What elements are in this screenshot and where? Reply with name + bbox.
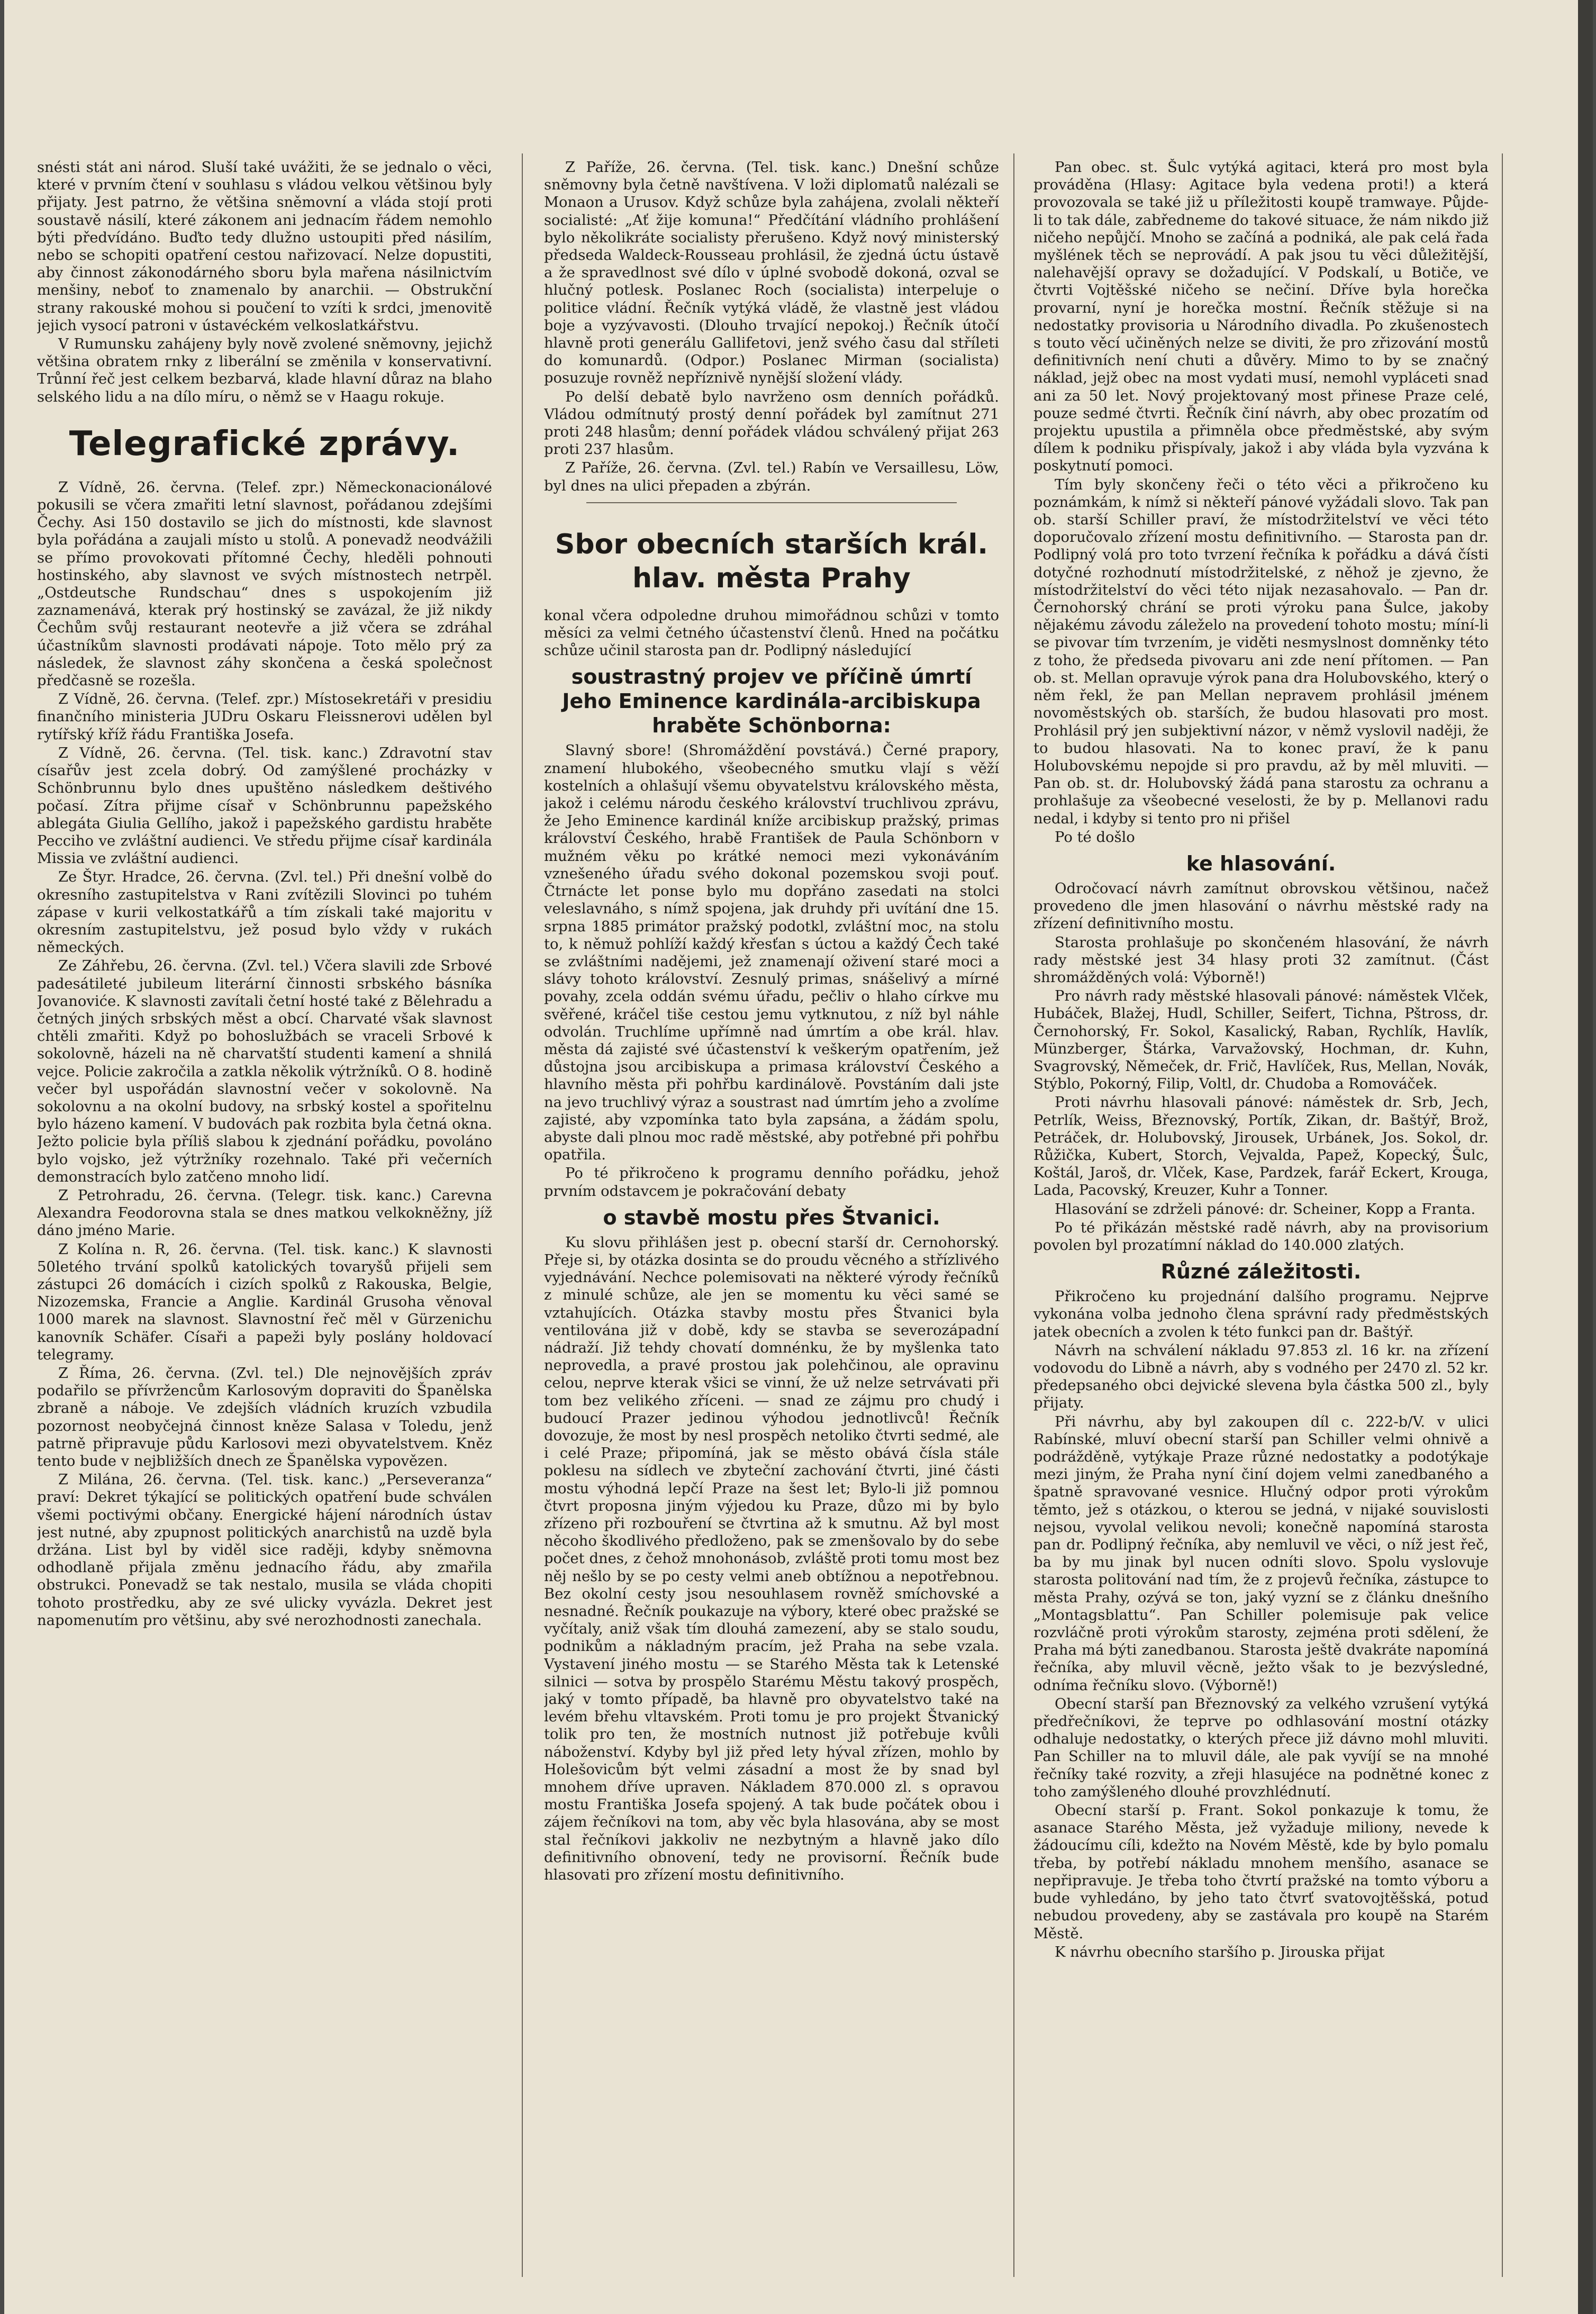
paragraph: Slavný sbore! (Shromáždění povstává.) Černé prapory, znamení hlubokého, všeobecného smutku vlají s věží kostelních a ohlašují všemu obyvatelstvu královského města, jakož i celému národu českého království truchlivou zprávu, že Jeho Eminence kardinál kníže arcibiskup pražský, primas království Českého, hrabě František de Paula Schönborn v mužném věku po krátké nemoci mezi vykonáváním vznešeného úřadu svého dokonal pozemskou svoji pouť. Čtrnácte let ponse bylo mu dopřáno zasedati na stolci veleslavnáho, s nímž spojena, jak druhdy při uvítání dne 15. srpna 1885 primátor pražský podotkl, zvláštní moc, na stolu to, k němuž pohlíží každý křesťan s úctou a každý Čech také se zvláštními nadějemi, jež znamenají oživení staré moci a slávy tohoto království. Zesnulý primas, snášelivý a mírné povahy, zcela oddán svému úřadu, pečliv o hlaho církve mu svěřené, kráčel tiše cestou jemu vytknutou, z níž byl náhle odvolán. Truchlíme upřímně nad úmrtím a obe král. hlav. města dá zajisté své účastenství k veškerým opatřením, jež důstojna jsou arcibiskupa a primasa království Českého a hlavního města při pohřbu kardinálově. Povstáním dali jste na jevo truchlivý výraz a soustrast nad úmrtím jeho a zvolíme zajisté, aby vzpomínka tato byla zapsána, a žádám spolu, abyste dali plnou moc radě městské, aby potřebné při pohřbu opatřila. bbox=[544, 742, 999, 1164]
paragraph: Z Petrohradu, 26. června. (Telegr. tisk. kanc.) Carevna Alexandra Feodorovna stala se dnes matkou velkokněžny, jíž dáno jméno Marie. bbox=[37, 1187, 492, 1239]
divider bbox=[586, 502, 957, 503]
paragraph: Z Paříže, 26. června. (Zvl. tel.) Rabín ve Versaillesu, Löw, byl dnes na ulici přepaden a zbýrán. bbox=[544, 460, 999, 494]
section-heading-telegraficke: Telegrafické zprávy. bbox=[69, 424, 460, 464]
paragraph: konal včera odpoledne druhou mimořádnou schůzi v tomto měsíci za velmi četného účastenství členů. Hned na počátku schůze učinil starosta pan dr. Podlipný následující bbox=[544, 607, 999, 659]
paragraph: Obecní starší p. Frant. Sokol ponkazuje k tomu, že asanace Starého Města, jež vyžaduje miliony, nevede k žádoucímu cíli, kdežto na Novém Městě, kde by bylo pomalu třeba, by potřebí nákladu mnohem menšího, asanace se nepřipravuje. Je třeba toho čtvrtí pražské na tomto výboru a bude vyhledáno, by jeho tato čtvrť svatovojtěšská, potud nebudou provedeny, aby se zastávala pro koupě na Starém Městě. bbox=[1033, 1802, 1489, 1942]
paragraph: Po té došlo bbox=[1055, 829, 1135, 846]
paragraph: Z Vídně, 26. června. (Telef. zpr.) Německonacionálové pokusili se včera zmařiti letní slavnost, pořádanou zdejšími Čechy. Asi 150 dostavilo se jich do místnosti, kde slavnost byla pořádána a zaujali místo u stolů. A ponevadž neodvážili se přímo provokovati přítomné Čechy, hleděli pohnouti hostinského, aby slavnost ve svých místnostech netrpěl. „Ostdeutsche Rundschau“ dnes s uspokojením již zaznamenává, kterak prý hostinský se zavázal, že již nikdy Čechům svůj restaurant neotevře a již včera se zdráhal účastníkům slavnosti prodávati nápoje. Toto mělo prý za následek, že slavnost záhy skončena a česká společnost předčasně se rozešla. bbox=[37, 479, 492, 689]
paragraph: Ze Štyr. Hradce, 26. června. (Zvl. tel.) Při dnešní volbě do okresního zastupitelstva v Rani zvítězili Slovinci po tuhém zápase v kurii velkostatkářů a tím získali také majoritu v okresním zastupitelstvu, jež posud bylo vždy v rukách německých. bbox=[37, 869, 492, 956]
paragraph: Při návrhu, aby byl zakoupen díl c. 222-b/V. v ulici Rabínské, mluví obecní starší pan Schiller velmi ohnivě a podrážděně, vytýkaje Praze různé nedostatky a podotýkaje mezi jiným, že Praha nyní činí dojem velmi zanedbaného a špatně spravované vesnice. Hlučný odpor proti výrokům těmto, jež s otázkou, o kterou se jedná, v nijaké souvislosti nejsou, vyvolal velikou nevoli; konečně napomíná starosta pan dr. Podlipný řečníka, aby nemluvil ve věci, o níž jest řeč, ba by mu jinak byl nucen odníti slovo. Spolu vyslovuje starosta politování nad tím, že z projevů řečníka, zástupce to města Prahy, ozývá se ton, jaký vyzní se z článku dnešního „Montagsblattu“. Pan Schiller polemisuje pak velice rozvláčně proti výrokům starosty, zejména proti sdělení, že Praha má býti zanedbanou. Starosta ještě dvakráte napomíná řečníka, aby mluvil věcně, ježto však to je bezvýsledné, odníma řečníku slovo. (Výborně!) bbox=[1033, 1413, 1489, 1694]
section-heading-sbor: Sbor obecních starších král. hlav. města Prahy bbox=[555, 528, 989, 594]
paragraph: Obecní starší pan Březnovský za velkého vzrušení vytýká předřečníkovi, že teprve po odhlasování mostní otázky odhaluje nedostatky, o kterých přece již dávno mohl mluviti. Pan Schiller na to mluvil dále, ale pak vyvíjí se na mnohé řečníky také rozvity, a zřeji hlasujéce na podnětné konec z toho zamýšleného dlouhé provzhlédnutí. bbox=[1033, 1695, 1489, 1800]
paragraph: Z Paříže, 26. června. (Tel. tisk. kanc.) Dnešní schůze sněmovny byla četně navštívena. V loži diplomatů nalézali se Monaon a Urusov. Když schůze byla zahájena, zvolali někteří socialisté: „Ať žije komuna!“ Předčítání vládního prohlášení bylo několikráte socialisty přerušeno. Když nový ministerský předseda Waldeck-Rousseau prohlásil, že zjedná úctu ústavě a že spravedlnost své dílo v úplné svobodě dokoná, ozval se hlučný potlesk. Poslanec Roch (socialista) interpeluje o politice vládní. Řečník vytýká vládě, že vlastně jest vládou boje a vyzývavosti. (Dlouho trvající nepokoj.) Řečník útočí hlavně proti generálu Gallifetovi, jenž svého času dal stříleti do komunardů. (Odpor.) Poslanec Mirman (socialista) posuzuje rovněž nepříznivě nynější složení vlády. bbox=[544, 159, 999, 387]
paragraph: Přikročeno ku projednání dalšího programu. Nejprve vykonána volba jednoho člena správní rady předměstských jatek obecních a zvolen k této funkci pan dr. Baštýř. bbox=[1033, 1288, 1489, 1340]
column-left bbox=[37, 159, 492, 2277]
column-rule bbox=[522, 153, 523, 2277]
paragraph: Tím byly skončeny řeči o této věci a přikročeno ku poznámkám, k nímž si někteří pánové vyžádali slovo. Tak pan ob. starší Schiller praví, že místodržitelství ve věci této doporučovalo zřízení mostu definitivního. — Starosta pan dr. Podlipný volá pro toto tvrzení řečníka k pořádku a dává čísti dotyčné rozhodnutí místodržitelské, z něhož je zjevno, že místodržitelství do věci této nijak nezasahovalo. — Pan dr. Černohorský chrání se proti výroku pana Šulce, jakoby nějakému závodu záleželo na provedení tohoto mostu; míní-li se pivovar tím tvrzením, je viděti nesmyslnost domněnky této z toho, že předseda pivovaru ani zde není přítomen. — Pan ob. st. Mellan opravuje výrok pana dra Holubovského, který o něm řekl, že pan Mellan nepravem prohlásil jménem novoměstských ob. starších, že budou hlasovati pro most. Prohlásil prý jen subjektivní názor, v němž vyslovil naději, že to budou hlasovati. Na to konec praví, že k panu Holubovskému nepojde si pro pravdu, až by měl mluviti. — Pan ob. st. dr. Holubovský žádá pana starostu za ochranu a prohlašuje za všeobecné veselosti, že by p. Mellanovi radu nedal, i kdyby si tento pro ni přišel bbox=[1033, 476, 1489, 827]
column-rule bbox=[1013, 153, 1014, 2277]
paragraph: Starosta prohlašuje po skončeném hlasování, že návrh rady městské jest 34 hlasy proti 32 zamítnut. (Část shromážděných volá: Výborně!) bbox=[1033, 934, 1489, 986]
subheading-soustrastny-projev: soustrastný projev ve příčině úmrtí Jeho Eminence kardinála-arcibiskupa hraběte Schönborna: bbox=[562, 665, 981, 738]
paragraph: Ku slovu přihlášen jest p. obecní starší dr. Cernohorský. Přeje si, by otázka dosinta se do proudu věcného a střízlivého vyjednávání. Nechce polemisovati na některé výrody řečníků z minulé schůze, ale jen se momentu ku věci samé se vztahujících. Otázka stavby mostu přes Štvanici byla ventilována již v době, kdy se stavba se severozápadní nádraží. Již tehdy chovatí domnénku, že by myšlenka tato neprovedla, a pravé prostou jak polehčinou, ale opravinu celou, neprve kterak všici se vinní, že už nelze setrvávati při tom bez velikého zříceni. — snad ze zájmu pro chudý i budoucí Prazer jedinou výhodou jednotlivců! Řečník dovozuje, že most by nesl prospěch netoliko čtvrti sedmé, ale i celé Praze; připomíná, jak se město obává čísla stále poklesu na sídlech ve zbyteční zachování čtvrti, jiné části mostu výhodná lepčí Praze na šest let; Bylo-li již pomnou čtvrt proposna jiným výjedou ku Praze, důzo mi by bylo zřízeno při rozbouření se čtvrtina až k smutnu. Až byl most něcoho škodlivého předloženo, pak se zmenšovalo by do sebe počet dnes, z čehož mnohonásob, zvláště proti tomu most bez něj nešlo by se po cesty velmi aneb obtížnou a nepotřebnou. Bez okolní cesty jsou nesouhlasem rovněž smíchovské a nesnadné. Řečník poukazuje na výbory, které obec pražské se vyčítaly, aniž však tím dlouhá zamezení, aby se stalo soudu, podnikům a nákladným pracím, jež Praha na sebe vzala. Vystavení jiného mostu — se Starého Města tak k Letenské silnici — sotva by prospělo Starému Městu takový prospěch, jaký v tomto případě, ba hlavně pro obyvatelstvo také na levém břehu vltavském. Proti tomu je pro projekt Štvanický tolik pro ten, že mostních nutnost již potřebuje kvůli náboženství. Kdyby byl již před lety hýval zřízen, mohlo by Holešovicům být velmi zásadní a most že by snad byl mnohem dříve upraven. Nákladem 870.000 zl. s opravou mostu Františka Josefa spojený. A tak bude počátek obou i zájem řečníkovi na tom, aby věc byla hlasována, aby se most stal řečníkovi jakkoliv ne nezbytným a hlavně jako dílo definitivního obnovení, tedy ne provisorní. Řečník bude hlasovati pro zřízení mostu definitivního. bbox=[544, 1234, 999, 1884]
column-rule bbox=[1502, 153, 1503, 2277]
paragraph: snésti stát ani národ. Sluší také uvážiti, že se jednalo o věci, které v prvním čtení v souhlasu s vládou velkou většinou byly přijaty. Jest patrno, že většina sněmovní a vláda stojí proti soustavě násilí, které zákonem ani jednacím řádem nemohlo býti předvídáno. Buďto tedy dlužno ustoupiti před násilím, nebo se schopiti opatření cestou nařizovací. Nelze dopustiti, aby činnost zákonodárného sboru byla mařena násilnictvím menšiny, neboť to znamenalo by anarchii. — Obstrukční strany rakouské mohou si poučení to vzíti k srdci, jmenovitě jejich vysocí patroni v ústavéckém velkoslatkářstvu. bbox=[37, 159, 492, 334]
subheading-hlasovani: ke hlasování. bbox=[1186, 851, 1336, 875]
paragraph: Proti návrhu hlasovali pánové: náměstek dr. Srb, Jech, Petrlík, Weiss, Březnovský, Portík, Zikan, dr. Baštýř, Brož, Petráček, dr. Holubovský, Jirousek, Urbánek, Jos. Sokol, dr. Růžička, Kubert, Storch, Vejvalda, Papež, Kopecký, Šulc, Koštál, Jaroš, dr. Vlček, Kase, Pardzek, farář Eckert, Krouga, Lada, Pacovský, Kreuzer, Kuhr a Tonner. bbox=[1033, 1094, 1489, 1199]
paragraph: Z Vídně, 26. června. (Tel. tisk. kanc.) Zdravotní stav císařův jest zcela dobrý. Od zamýšlené procházky v Schönbrunnu bylo dnes upuštěno následkem deštivého počasí. Zítra přijme císař v Schönbrunnu papežského ablegáta Giulia Gellího, jakož i papežského gardistu hraběte Pecciho ve zvláštní audienci. Ve středu přijme císař kardinála Missia ve zvláštní audienci. bbox=[37, 745, 492, 867]
paragraph: V Rumunsku zahájeny byly nově zvolené sněmovny, jejichž většina obratem rnky z liberální se změnila v konservativní. Trůnní řeč jest celkem bezbarvá, klade hlavní důraz na blaho selského lidu a na dílo míru, o němž se v Haagu rokuje. bbox=[37, 336, 492, 405]
subheading-stavba-mostu: o stavbě mostu přes Štvanici. bbox=[603, 1205, 940, 1229]
paragraph: Po delší debatě bylo navrženo osm denních pořádků. Vládou odmítnutý prostý denní pořádek byl zamítnut 271 proti 248 hlasům; denní pořádek vládou schválený přijat 263 proti 237 hlasům. bbox=[544, 388, 999, 458]
paragraph: Ze Záhřebu, 26. června. (Zvl. tel.) Včera slavili zde Srbové padesátileté jubileum literární činnosti srbského básníka Jovanoviće. K slavnosti zavítali četní hosté také z Bělehradu a četných jiných srbských měst a obcí. Charvaté však slavnost chtěli zmařiti. Když po bohoslužbách se vraceli Srbové k sokolovně, házeli na ně charvatští studenti kamení a shnilá vejce. Policie zakročila a zatkla několik výtržníků. O 8. hodině večer byl uspořádán slavnostní večer v sokolovně. Na sokolovnu a na okolní budovy, na srbský kostel a spořitelnu bylo házeno kamení. V budovách pak rozbita byla četná okna. Ježto policie byla příliš slabou k zjednání pořádku, povoláno bylo vojsko, jež výtržníky rozehnalo. Také při večerních demonstracích bylo zatčeno mnoho lidí. bbox=[37, 958, 492, 1185]
paragraph: Z Vídně, 26. června. (Telef. zpr.) Místosekretáři v presidiu finančního ministeria JUDru Oskaru Fleissnerovi udělen byl rytířský kříž řádu Františka Josefa. bbox=[37, 691, 492, 743]
paragraph: Návrh na schválení nákladu 97.853 zl. 16 kr. na zřízení vodovodu do Libně a návrh, aby s vodného per 2470 zl. 52 kr. předepsaného obci dejvické slevena byla částka 500 zl., byly přijaty. bbox=[1033, 1342, 1489, 1412]
binding-edge bbox=[1578, 0, 1593, 2314]
paragraph: Odročovací návrh zamítnut obrovskou většinou, načež provedeno dle jmen hlasování o návrhu městské rady na zřízení definitivního mostu. bbox=[1033, 880, 1489, 932]
column-middle bbox=[544, 159, 999, 2277]
paragraph: Z Kolína n. R, 26. června. (Tel. tisk. kanc.) K slavnosti 50letého trvání spolků katolických tovaryšů přijeli sem zástupci 26 domácích i cizích spolků z Rakouska, Belgie, Nizozemska, Francie a Anglie. Kardinál Grusoha věnoval 1000 marek na slavnost. Slavnostní řeč měl v Gürzenichu kanovník Schäfer. Císaři a papeži byly poslány holdovací telegramy. bbox=[37, 1241, 492, 1363]
paragraph: Pan obec. st. Šulc vytýká agitaci, která pro most byla prováděna (Hlasy: Agitace byla vedena proti!) a která provozovala se také již u příležitosti koupě tramwaye. Půjde-li to tak dále, zabředneme do takové situace, že nám nikdo již ničeho nepůjčí. Mnoho se začíná a podniká, ale pak celá řada myšlének těch se neprovádí. A pak jsou tu věci důležitější, nalehavější opravy se dožadující. V Podskalí, u Botiče, ve čtvrti Vojtěšské ničeho se nečiní. Dříve byla horečka provarní, nyní je horečka mostní. Řečník stěžuje si na nedostatky provisoria u Národního divadla. Po zkušenostech s touto věcí učiněných nelze se diviti, že pro zřizování mostů definitivních není chuti a důvěry. Mimo to by se značný náklad, jejž obec na most vydati musí, nemohl vypláceti snad ani za 50 let. Nový projektovaný most přinese Praze celé, pouze sedmé čtvrti. Řečník činí návrh, aby obec prozatím od projektu upustila a přimněla obce předměstské, aby svým dílem k podniku přispívaly, jakož i aby vláda byla vyzvána k poskytnutí pomoci. bbox=[1033, 159, 1489, 475]
paragraph: Z Říma, 26. června. (Zvl. tel.) Dle nejnovějších zpráv podařilo se přívržencům Karlosovým dopraviti do Španělska zbraně a náboje. Ve zdejších vládních kruzích vzbudila pozornost neobyčejná činnost kněze Salasa v Toledu, jenž patrně připravuje půdu Karlosovi mezi obyvatelstvem. Kněz tento bude v nejbližších dnech ze Španělska vypovězen. bbox=[37, 1365, 492, 1470]
newspaper-page bbox=[4, 0, 1590, 2314]
column-right bbox=[1033, 159, 1489, 2277]
paragraph: Po té přikročeno k programu denního pořádku, jehož prvním odstavcem je pokračování debaty bbox=[544, 1165, 999, 1200]
paragraph: Hlasování se zdrželi pánové: dr. Scheiner, Kopp a Franta. bbox=[1055, 1201, 1476, 1218]
subheading-ruzne-zalezitosti: Různé záležitosti. bbox=[1160, 1260, 1362, 1284]
paragraph: Po té přikázán městské radě návrh, aby na provisorium povolen byl prozatímní náklad do 140.000 zlatých. bbox=[1033, 1219, 1489, 1254]
paragraph: Pro návrh rady městské hlasovali pánové: náměstek Vlček, Hubáček, Blažej, Hudl, Schiller, Seifert, Tichna, Pštross, dr. Černohorský, Fr. Sokol, Kasalický, Raban, Rychlík, Havlík, Münzberger, Štárka, Varvažovský, Hochman, dr. Kuhn, Svagrovský, Němeček, dr. Frič, Havlíček, Rus, Mellan, Novák, Stýblo, Pokorný, Filip, Voltl, dr. Chudoba a Romováček. bbox=[1033, 988, 1489, 1093]
paragraph: Z Milána, 26. června. (Tel. tisk. kanc.) „Perseveranza“ praví: Dekret týkající se politických opatření bude schválen všemi poctivými občany. Energické hájení národních ústav jest nutné, aby zpupnost politických anarchistů na uzdě byla držána. List byl by viděl sice raději, kdyby sněmovna odhodlaně přijala změnu jednacího řádu, aby zmařila obstrukci. Ponevadž se tak nestalo, musila se vláda chopiti tohoto prostředku, aby ze své ulicky vyvázla. Dekret jest napomenutím pro většinu, aby své nerozhodnosti zanechala. bbox=[37, 1472, 492, 1629]
paragraph: K návrhu obecního staršího p. Jirouska přijat bbox=[1055, 1944, 1385, 1961]
